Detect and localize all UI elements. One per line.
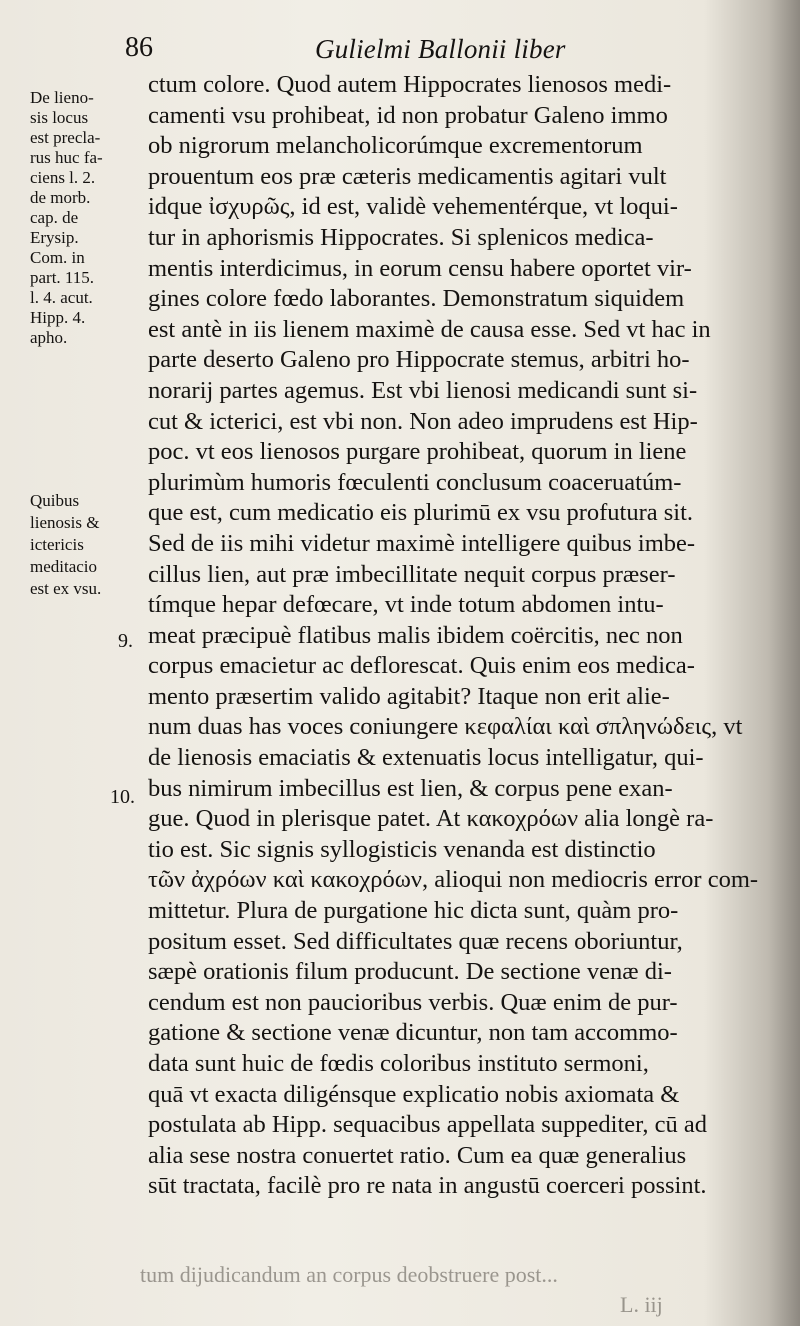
text-line: ctum colore. Quod autem Hippocrates lienosos medi- xyxy=(148,71,672,98)
text-line: ob nigrorum melancholicorúmque excrementorum xyxy=(148,132,643,160)
left-edge-shadow xyxy=(0,0,28,1326)
marginal-note-line: Com. in xyxy=(30,248,85,267)
text-line: positum esset. Sed difficultates quæ recens oboriuntur, xyxy=(148,927,683,955)
signature-mark: L. iij xyxy=(620,1292,663,1317)
bleed-through-text: tum dijudicandum an corpus deobstruere post... xyxy=(140,1262,558,1287)
text-line: gue. Quod in plerisque patet. At κακοχρόων alia longè ra- xyxy=(148,805,714,833)
marginal-note-line: rus huc fa- xyxy=(30,148,103,167)
text-line: de lienosis emaciatis & extenuatis locus intelligatur, qui- xyxy=(148,744,704,772)
text-line: gines colore fœdo laborantes. Demonstratum siquidem xyxy=(148,285,685,313)
text-line: num duas has voces coniungere κεφαλίαι καὶ σπληνώδεις, vt xyxy=(148,713,743,741)
text-line: sæpè orationis filum producunt. De sectione venæ di- xyxy=(148,958,672,986)
text-line: gatione & sectione venæ dicuntur, non tam accommo- xyxy=(148,1019,678,1047)
body-text xyxy=(148,70,760,1202)
page-footer xyxy=(140,1262,760,1322)
page-header xyxy=(125,30,745,70)
marginal-note-line: l. 4. acut. xyxy=(30,288,93,307)
text-line: τῶν ἀχρόων καὶ κακοχρόων, alioqui non mediocris error com- xyxy=(148,866,759,894)
text-line: que est, cum medicatio eis plurimū ex vsu profutura sit. xyxy=(148,499,694,527)
text-line: corpus emacietur ac deflorescat. Quis enim eos medica- xyxy=(148,652,695,680)
text-line: postulata ab Hipp. sequacibus appellata suppediter, cū ad xyxy=(148,1111,707,1139)
section-number-9: 9. xyxy=(118,630,133,652)
text-line: cillus lien, aut præ imbecillitate nequit corpus præser- xyxy=(148,560,676,588)
page-number: 86 xyxy=(125,32,153,63)
text-line: quā vt exacta diligénsque explicatio nobis axiomata & xyxy=(148,1080,680,1108)
text-line: mentis interdicimus, in eorum censu habere oportet vir- xyxy=(148,254,692,282)
marginal-note-line: cap. de xyxy=(30,208,79,227)
text-line: meat præcipuè flatibus malis ibidem coërcitis, nec non xyxy=(148,621,683,649)
text-line: plurimùm humoris fœculenti conclusum coaceruatúm- xyxy=(148,468,682,496)
text-line: cendum est non paucioribus verbis. Quæ enim de pur- xyxy=(148,988,678,1016)
text-line: mento præsertim valido agitabit? Itaque non erit alie- xyxy=(148,682,670,710)
text-line: data sunt huic de fœdis coloribus instituto sermoni, xyxy=(148,1050,649,1077)
marginal-note-line: est precla- xyxy=(30,128,101,147)
marginal-note-line: lienosis & xyxy=(30,513,100,532)
marginal-note-line: sis locus xyxy=(30,108,89,127)
marginal-note-line: ictericis xyxy=(30,535,84,554)
marginal-note-line: de morb. xyxy=(30,188,91,207)
marginal-note-lienosis xyxy=(30,88,138,348)
text-line: parte deserto Galeno pro Hippocrate stemus, arbitri ho- xyxy=(148,346,690,374)
marginal-note-line: Erysip. xyxy=(30,228,79,247)
text-line: poc. vt eos lienosos purgare prohibeat, quorum in liene xyxy=(148,438,687,466)
marginal-note-line: Quibus xyxy=(30,491,80,510)
text-line: idque ἰσχυρῶς, id est, validè vehementérque, vt loqui- xyxy=(148,193,678,221)
text-line: est antè in iis lienem maximè de causa esse. Sed vt hac in xyxy=(148,315,711,343)
marginal-note-line: De lieno- xyxy=(30,88,94,107)
text-line: cut & icterici, est vbi non. Non adeo imprudens est Hip- xyxy=(148,407,698,435)
text-line: tímque hepar defœcare, vt inde totum abdomen intu- xyxy=(148,591,664,619)
section-number-10: 10. xyxy=(110,786,135,808)
text-line: camenti vsu prohibeat, id non probatur Galeno immo xyxy=(148,101,668,129)
text-line: prouentum eos præ cæteris medicamentis agitari vult xyxy=(148,162,667,190)
marginal-note-line: est ex vsu. xyxy=(30,579,102,598)
marginal-note-line: Hipp. 4. xyxy=(30,308,86,327)
marginal-note-quibus xyxy=(30,490,142,600)
text-line: bus nimirum imbecillus est lien, & corpus pene exan- xyxy=(148,774,673,802)
text-line: tio est. Sic signis syllogisticis venanda est distinctio xyxy=(148,835,656,863)
marginal-note-line: apho. xyxy=(30,328,68,347)
text-line: Sed de iis mihi videtur maximè intelligere quibus imbe- xyxy=(148,529,696,557)
text-line: sūt tractata, facilè pro re nata in angustū coerceri possint. xyxy=(148,1172,707,1200)
text-line: mittetur. Plura de purgatione hic dicta sunt, quàm pro- xyxy=(148,897,679,925)
marginal-note-line: part. 115. xyxy=(30,268,95,287)
text-line: norarij partes agemus. Est vbi lienosi medicandi sunt si- xyxy=(148,376,698,404)
marginal-note-line: meditacio xyxy=(30,557,98,576)
text-line: tur in aphorismis Hippocrates. Si splenicos medica- xyxy=(148,223,654,251)
running-head: Gulielmi Ballonii liber xyxy=(315,34,566,64)
text-line: alia sese nostra conuertet ratio. Cum ea quæ generalius xyxy=(148,1141,687,1169)
marginal-note-line: ciens l. 2. xyxy=(30,168,96,187)
